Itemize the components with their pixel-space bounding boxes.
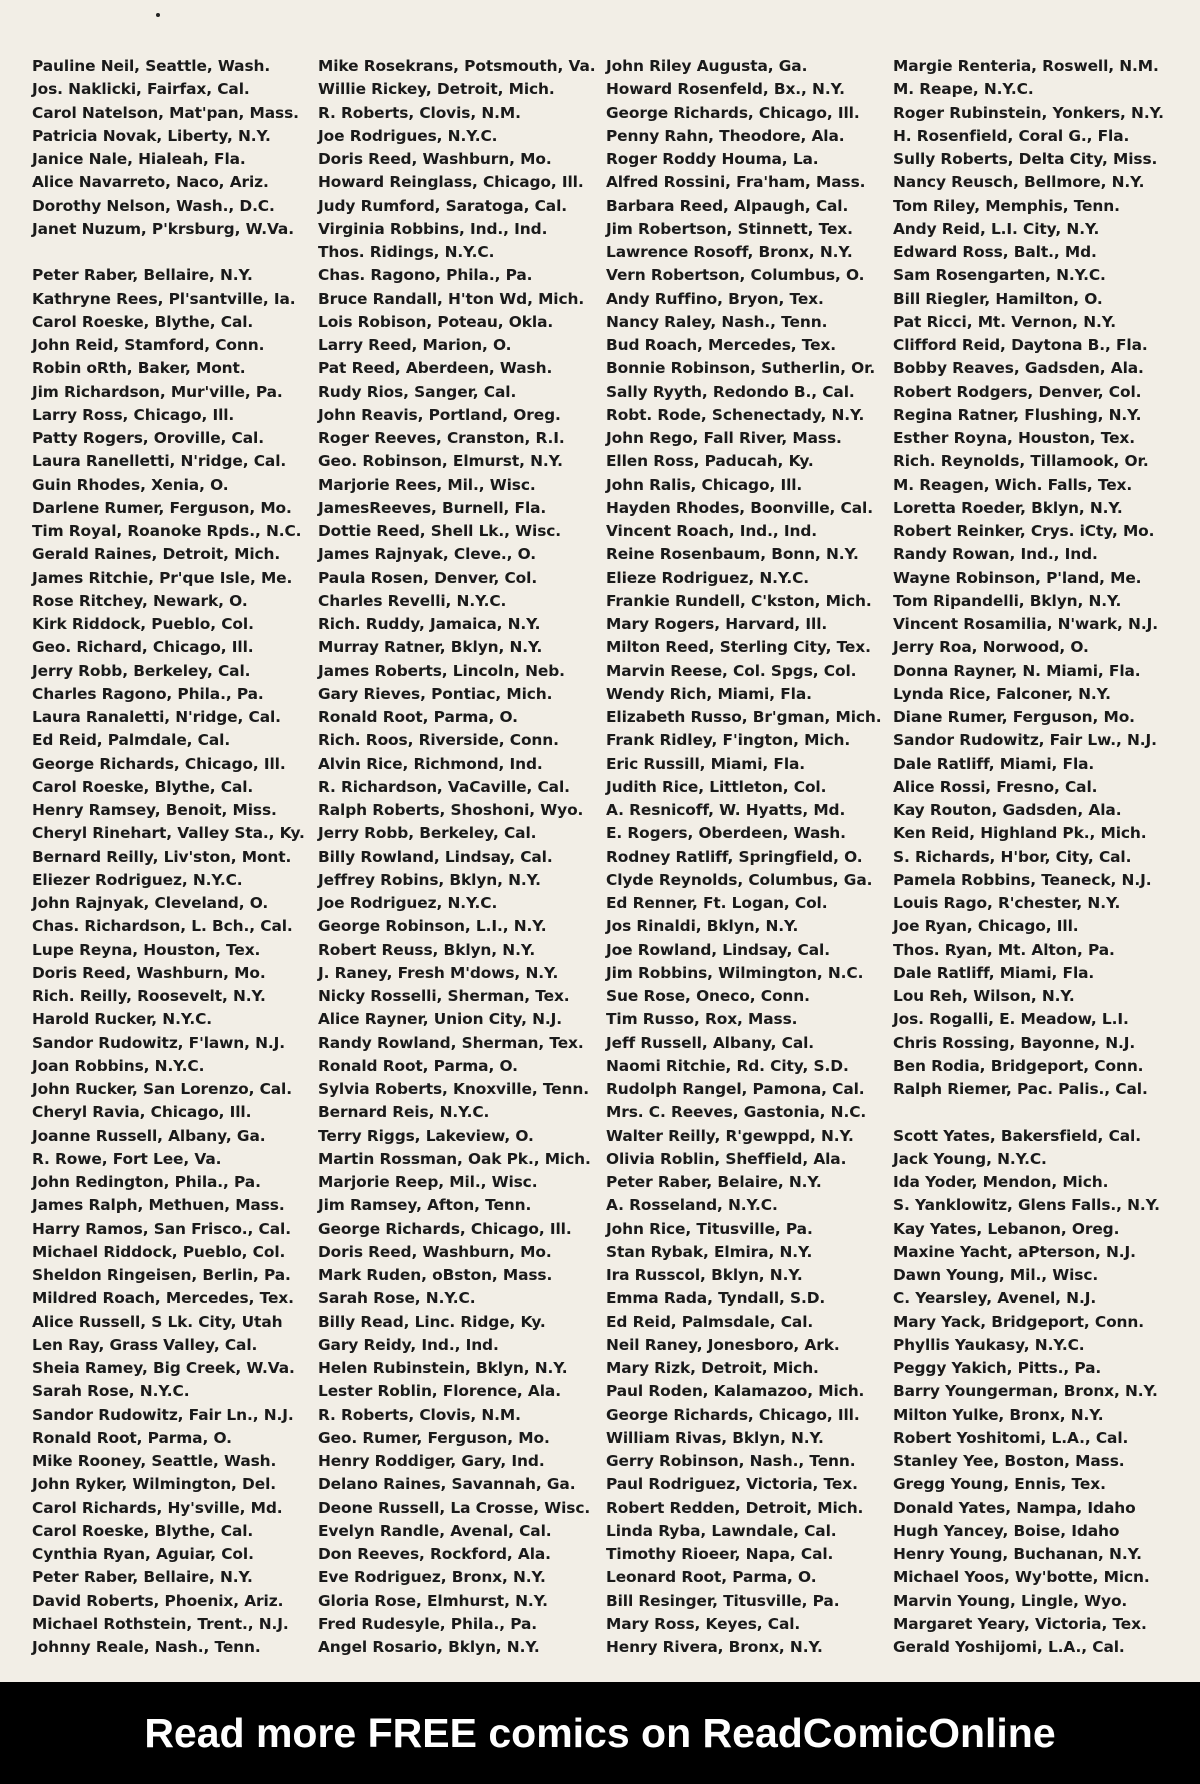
name-entry: John Ryker, Wilmington, Del. bbox=[32, 1475, 276, 1494]
name-entry: Randy Rowland, Sherman, Tex. bbox=[318, 1033, 584, 1052]
name-entry: Dorothy Nelson, Wash., D.C. bbox=[32, 196, 275, 215]
name-entry: Jeff Russell, Albany, Cal. bbox=[606, 1033, 815, 1052]
name-entry: Ben Rodia, Bridgeport, Conn. bbox=[893, 1056, 1144, 1075]
name-entry: Peter Raber, Bellaire, N.Y. bbox=[32, 266, 253, 285]
name-entry: Chas. Ragono, Phila., Pa. bbox=[318, 266, 533, 285]
name-entry: Bobby Reaves, Gadsden, Ala. bbox=[893, 359, 1144, 378]
name-entry: James Rajnyak, Cleve., O. bbox=[318, 545, 537, 564]
name-entry: Joe Ryan, Chicago, Ill. bbox=[893, 917, 1079, 936]
name-entry: Jerry Roa, Norwood, O. bbox=[893, 638, 1089, 657]
name-entry: Sue Rose, Oneco, Conn. bbox=[606, 987, 810, 1005]
name-entry: Roger Reeves, Cranston, R.I. bbox=[318, 429, 565, 447]
name-entry: Patty Rogers, Oroville, Cal. bbox=[32, 429, 264, 447]
name-entry: Lupe Reyna, Houston, Tex. bbox=[32, 940, 261, 959]
name-entry: Robin oRth, Baker, Mont. bbox=[32, 359, 246, 378]
name-entry: Donald Yates, Nampa, Idaho bbox=[893, 1498, 1136, 1517]
name-entry: Jerry Robb, Berkeley, Cal. bbox=[32, 661, 251, 680]
promo-banner-text[interactable]: Read more FREE comics on ReadComicOnline bbox=[144, 1709, 1056, 1756]
name-entry: Michael Rothstein, Trent., N.J. bbox=[32, 1614, 289, 1633]
name-entry: Bonnie Robinson, Sutherlin, Or. bbox=[606, 359, 876, 378]
name-entry: Sam Rosengarten, N.Y.C. bbox=[893, 266, 1106, 285]
name-entry: R. Rowe, Fort Lee, Va. bbox=[32, 1149, 222, 1168]
name-entry: Eliezer Rodriguez, N.Y.C. bbox=[32, 870, 243, 889]
name-entry: R. Roberts, Clovis, N.M. bbox=[318, 103, 521, 122]
name-entry: Paul Rodriguez, Victoria, Tex. bbox=[606, 1475, 858, 1494]
name-entry: Judy Rumford, Saratoga, Cal. bbox=[318, 196, 568, 215]
name-entry: George Richards, Chicago, Ill. bbox=[606, 1405, 860, 1424]
name-entry: Cheryl Rinehart, Valley Sta., Ky. bbox=[32, 824, 305, 843]
name-entry: Jim Robbins, Wilmington, N.C. bbox=[606, 963, 864, 982]
name-entry: Vincent Roach, Ind., Ind. bbox=[606, 522, 817, 540]
name-entry: Randy Rowan, Ind., Ind. bbox=[893, 545, 1098, 564]
name-entry: Ralph Roberts, Shoshoni, Wyo. bbox=[318, 801, 584, 819]
name-entry: Rose Ritchey, Newark, O. bbox=[32, 591, 248, 610]
name-entry: Kirk Riddock, Pueblo, Col. bbox=[32, 615, 254, 633]
name-entry: Ed Reid, Palmsdale, Cal. bbox=[606, 1312, 814, 1331]
name-entry: Dale Ratliff, Miami, Fla. bbox=[893, 963, 1095, 982]
name-entry: Scott Yates, Bakersfield, Cal. bbox=[893, 1126, 1141, 1145]
name-entry: J. Raney, Fresh M'dows, N.Y. bbox=[318, 963, 559, 982]
name-entry: Ronald Root, Parma, O. bbox=[32, 1428, 232, 1447]
name-entry: Rich. Reynolds, Tillamook, Or. bbox=[893, 452, 1149, 471]
name-entry: Guin Rhodes, Xenia, O. bbox=[32, 475, 229, 494]
name-entry: Judith Rice, Littleton, Col. bbox=[606, 777, 827, 796]
name-entry: Milton Yulke, Bronx, N.Y. bbox=[893, 1405, 1104, 1424]
name-entry: Walter Reilly, R'gewppd, N.Y. bbox=[606, 1126, 854, 1145]
name-entry: Jos Rinaldi, Bklyn, N.Y. bbox=[606, 917, 799, 936]
name-entry: Howard Rosenfeld, Bx., N.Y. bbox=[606, 80, 845, 99]
name-entry: Regina Ratner, Flushing, N.Y. bbox=[893, 405, 1142, 424]
name-entry: Murray Ratner, Bklyn, N.Y. bbox=[318, 638, 543, 657]
name-entry: Martin Rossman, Oak Pk., Mich. bbox=[318, 1149, 591, 1168]
name-entry: Dawn Young, Mil., Wisc. bbox=[893, 1266, 1099, 1284]
name-entry: Tom Riley, Memphis, Tenn. bbox=[893, 196, 1120, 215]
name-entry: Thos. Ridings, N.Y.C. bbox=[318, 243, 495, 261]
name-entry: Henry Roddiger, Gary, Ind. bbox=[318, 1452, 545, 1470]
name-entry: Gary Rieves, Pontiac, Mich. bbox=[318, 684, 553, 703]
name-entry: A. Rosseland, N.Y.C. bbox=[606, 1196, 778, 1215]
name-entry: Angel Rosario, Bklyn, N.Y. bbox=[318, 1638, 540, 1656]
name-entry: Stan Rybak, Elmira, N.Y. bbox=[606, 1242, 813, 1261]
name-entry: Laura Ranelletti, N'ridge, Cal. bbox=[32, 452, 287, 471]
name-entry: Lois Robison, Poteau, Okla. bbox=[318, 312, 554, 331]
name-entry: Loretta Roeder, Bklyn, N.Y. bbox=[893, 498, 1123, 517]
name-entry: Paul Roden, Kalamazoo, Mich. bbox=[606, 1382, 865, 1401]
name-entry: Bill Resinger, Titusville, Pa. bbox=[606, 1591, 840, 1610]
name-entry: Sally Ryyth, Redondo B., Cal. bbox=[606, 382, 855, 401]
name-entry: Charles Ragono, Phila., Pa. bbox=[32, 684, 264, 703]
name-entry: Mike Rooney, Seattle, Wash. bbox=[32, 1452, 277, 1470]
name-entry: Howard Reinglass, Chicago, Ill. bbox=[318, 173, 584, 192]
name-entry: Jos. Naklicki, Fairfax, Cal. bbox=[32, 80, 250, 99]
name-entry: Mary Rizk, Detroit, Mich. bbox=[606, 1359, 819, 1377]
name-entry: Marjorie Rees, Mil., Wisc. bbox=[318, 475, 536, 494]
name-entry: Kay Routon, Gadsden, Ala. bbox=[893, 801, 1122, 819]
name-entry: David Roberts, Phoenix, Ariz. bbox=[32, 1591, 284, 1610]
name-entry: H. Rosenfield, Coral G., Fla. bbox=[893, 126, 1130, 145]
name-entry: Sandor Rudowitz, F'lawn, N.J. bbox=[32, 1033, 286, 1052]
name-entry: James Ralph, Methuen, Mass. bbox=[32, 1196, 285, 1215]
name-entry: Virginia Robbins, Ind., Ind. bbox=[318, 219, 548, 238]
name-entry: Robert Redden, Detroit, Mich. bbox=[606, 1498, 864, 1517]
name-entry: Wayne Robinson, P'land, Me. bbox=[893, 568, 1142, 587]
name-entry: Robert Reuss, Bklyn, N.Y. bbox=[318, 940, 536, 959]
name-entry: Sarah Rose, N.Y.C. bbox=[318, 1289, 476, 1308]
name-entry: Charles Revelli, N.Y.C. bbox=[318, 591, 507, 610]
name-entry: Gerald Yoshijomi, L.A., Cal. bbox=[893, 1638, 1125, 1656]
name-entry: Rich. Ruddy, Jamaica, N.Y. bbox=[318, 615, 541, 633]
ink-dot bbox=[156, 13, 160, 17]
list-spacer bbox=[32, 241, 318, 264]
name-entry: Janet Nuzum, P'krsburg, W.Va. bbox=[32, 219, 294, 238]
name-entry: Willie Rickey, Detroit, Mich. bbox=[318, 80, 555, 99]
name-entry: Mary Ross, Keyes, Cal. bbox=[606, 1614, 801, 1633]
name-entry: M. Reagen, Wich. Falls, Tex. bbox=[893, 475, 1133, 494]
name-entry: Helen Rubinstein, Bklyn, N.Y. bbox=[318, 1359, 568, 1377]
name-entry: C. Yearsley, Avenel, N.J. bbox=[893, 1289, 1097, 1308]
name-entry: Joe Rodrigues, N.Y.C. bbox=[318, 126, 498, 145]
name-entry: Neil Raney, Jonesboro, Ark. bbox=[606, 1335, 840, 1354]
name-entry: Bud Roach, Mercedes, Tex. bbox=[606, 336, 837, 354]
name-column-4 bbox=[893, 55, 1179, 1659]
name-entry: Rudolph Rangel, Pamona, Cal. bbox=[606, 1080, 865, 1098]
name-entry: Joe Rodriguez, N.Y.C. bbox=[318, 894, 498, 912]
name-entry: Chas. Richardson, L. Bch., Cal. bbox=[32, 917, 293, 936]
name-entry: John Reavis, Portland, Oreg. bbox=[318, 405, 561, 424]
name-entry: Nicky Rosselli, Sherman, Tex. bbox=[318, 987, 570, 1005]
name-entry: William Rivas, Bklyn, N.Y. bbox=[606, 1428, 824, 1447]
name-entry: Len Ray, Grass Valley, Cal. bbox=[32, 1335, 258, 1354]
name-entry: Barbara Reed, Alpaugh, Cal. bbox=[606, 196, 849, 215]
name-entry: Joe Rowland, Lindsay, Cal. bbox=[606, 940, 830, 959]
name-entry: Gerry Robinson, Nash., Tenn. bbox=[606, 1452, 856, 1470]
name-entry: George Richards, Chicago, Ill. bbox=[318, 1219, 572, 1238]
name-entry: Alice Navarreto, Naco, Ariz. bbox=[32, 173, 269, 192]
name-entry: R. Roberts, Clovis, N.M. bbox=[318, 1405, 521, 1424]
name-entry: Elieze Rodriguez, N.Y.C. bbox=[606, 568, 810, 587]
name-entry: Robert Rodgers, Denver, Col. bbox=[893, 382, 1142, 401]
name-entry: Robt. Rode, Schenectady, N.Y. bbox=[606, 405, 865, 424]
name-entry: Marjorie Reep, Mil., Wisc. bbox=[318, 1173, 538, 1191]
name-entry: Doris Reed, Washburn, Mo. bbox=[318, 150, 552, 168]
name-entry: Eve Rodriguez, Bronx, N.Y. bbox=[318, 1568, 546, 1587]
name-entry: Sarah Rose, N.Y.C. bbox=[32, 1382, 190, 1401]
name-entry: Tim Royal, Roanoke Rpds., N.C. bbox=[32, 522, 302, 540]
name-entry: Jerry Robb, Berkeley, Cal. bbox=[318, 824, 537, 843]
name-entry: Alice Rayner, Union City, N.J. bbox=[318, 1010, 562, 1029]
name-entry: Phyllis Yaukasy, N.Y.C. bbox=[893, 1335, 1085, 1354]
name-entry: Henry Rivera, Bronx, N.Y. bbox=[606, 1638, 823, 1656]
name-entry: Maxine Yacht, aPterson, N.J. bbox=[893, 1242, 1136, 1261]
name-entry: Sandor Rudowitz, Fair Ln., N.J. bbox=[32, 1405, 294, 1424]
name-entry: Wendy Rich, Miami, Fla. bbox=[606, 684, 812, 703]
name-entry: Mike Rosekrans, Potsmouth, Va. bbox=[318, 57, 596, 75]
name-entry: Darlene Rumer, Ferguson, Mo. bbox=[32, 498, 292, 517]
name-entry: Chris Rossing, Bayonne, N.J. bbox=[893, 1033, 1136, 1052]
name-entry: Cynthia Ryan, Aguiar, Col. bbox=[32, 1545, 254, 1563]
name-entry: Dottie Reed, Shell Lk., Wisc. bbox=[318, 522, 562, 540]
name-entry: John Rice, Titusville, Pa. bbox=[606, 1219, 813, 1238]
name-entry: Tom Ripandelli, Bklyn, N.Y. bbox=[893, 591, 1122, 610]
name-entry: Tim Russo, Rox, Mass. bbox=[606, 1010, 798, 1029]
name-entry: John Rucker, San Lorenzo, Cal. bbox=[32, 1080, 292, 1098]
name-entry: Ronald Root, Parma, O. bbox=[318, 1056, 518, 1075]
name-entry: Carol Roeske, Blythe, Cal. bbox=[32, 777, 254, 796]
name-entry: Johnny Reale, Nash., Tenn. bbox=[32, 1638, 261, 1656]
name-entry: Peggy Yakich, Pitts., Pa. bbox=[893, 1359, 1102, 1377]
name-entry: Henry Ramsey, Benoit, Miss. bbox=[32, 801, 277, 819]
name-entry: Rodney Ratliff, Springfield, O. bbox=[606, 847, 863, 866]
name-entry: Pat Ricci, Mt. Vernon, N.Y. bbox=[893, 312, 1116, 331]
name-entry: Cheryl Ravia, Chicago, Ill. bbox=[32, 1103, 252, 1122]
name-entry: Diane Rumer, Ferguson, Mo. bbox=[893, 708, 1135, 726]
name-entry: Gerald Raines, Detroit, Mich. bbox=[32, 545, 281, 564]
name-entry: George Richards, Chicago, Ill. bbox=[606, 103, 860, 122]
name-entry: Carol Natelson, Mat'pan, Mass. bbox=[32, 103, 299, 122]
name-entry: Sully Roberts, Delta City, Miss. bbox=[893, 150, 1158, 168]
name-entry: Hayden Rhodes, Boonville, Cal. bbox=[606, 498, 873, 517]
name-entry: Pamela Robbins, Teaneck, N.J. bbox=[893, 870, 1152, 889]
name-entry: Evelyn Randle, Avenal, Cal. bbox=[318, 1521, 552, 1540]
name-entry: Leonard Root, Parma, O. bbox=[606, 1568, 817, 1587]
name-entry: George Richards, Chicago, Ill. bbox=[32, 754, 286, 773]
name-entry: Bruce Randall, H'ton Wd, Mich. bbox=[318, 289, 585, 308]
name-entry: Mark Ruden, oBston, Mass. bbox=[318, 1266, 553, 1284]
name-entry: Billy Rowland, Lindsay, Cal. bbox=[318, 847, 553, 866]
name-entry: Rudy Rios, Sanger, Cal. bbox=[318, 382, 517, 401]
name-entry: Sandor Rudowitz, Fair Lw., N.J. bbox=[893, 731, 1157, 750]
name-entry: Carol Roeske, Blythe, Cal. bbox=[32, 1521, 254, 1540]
name-entry: Milton Reed, Sterling City, Tex. bbox=[606, 638, 871, 657]
name-entry: A. Resnicoff, W. Hyatts, Md. bbox=[606, 801, 846, 819]
name-entry: Thos. Ryan, Mt. Alton, Pa. bbox=[893, 940, 1115, 959]
name-entry: Pauline Neil, Seattle, Wash. bbox=[32, 57, 271, 75]
name-entry: John Redington, Phila., Pa. bbox=[32, 1173, 261, 1191]
name-entry: Jim Robertson, Stinnett, Tex. bbox=[606, 219, 853, 238]
name-entry: Andy Ruffino, Bryon, Tex. bbox=[606, 289, 824, 308]
list-spacer bbox=[893, 1101, 1179, 1124]
name-entry: Harry Ramos, San Frisco., Cal. bbox=[32, 1219, 291, 1238]
name-entry: Robert Reinker, Crys. iCty, Mo. bbox=[893, 522, 1155, 540]
name-entry: Billy Read, Linc. Ridge, Ky. bbox=[318, 1312, 546, 1331]
name-entry: Ira Russcol, Bklyn, N.Y. bbox=[606, 1266, 803, 1284]
name-entry: Marvin Reese, Col. Spgs, Col. bbox=[606, 661, 857, 680]
name-entry: Alvin Rice, Richmond, Ind. bbox=[318, 754, 543, 773]
name-entry: Doris Reed, Washburn, Mo. bbox=[32, 963, 266, 982]
name-entry: Olivia Roblin, Sheffield, Ala. bbox=[606, 1149, 847, 1168]
name-entry: Sheldon Ringeisen, Berlin, Pa. bbox=[32, 1266, 291, 1284]
name-entry: Donna Rayner, N. Miami, Fla. bbox=[893, 661, 1141, 680]
name-entry: Doris Reed, Washburn, Mo. bbox=[318, 1242, 552, 1261]
name-entry: Larry Ross, Chicago, Ill. bbox=[32, 405, 235, 424]
name-entry: Pat Reed, Aberdeen, Wash. bbox=[318, 359, 553, 378]
name-entry: Rich. Reilly, Roosevelt, N.Y. bbox=[32, 987, 266, 1005]
name-entry: Deone Russell, La Crosse, Wisc. bbox=[318, 1498, 591, 1517]
name-entry: Kay Yates, Lebanon, Oreg. bbox=[893, 1219, 1120, 1238]
name-entry: Geo. Rumer, Ferguson, Mo. bbox=[318, 1428, 550, 1447]
name-entry: Joan Robbins, N.Y.C. bbox=[32, 1056, 205, 1075]
name-entry: Clifford Reid, Daytona B., Fla. bbox=[893, 336, 1148, 354]
name-entry: Bernard Reilly, Liv'ston, Mont. bbox=[32, 847, 292, 866]
name-entry: John Rego, Fall River, Mass. bbox=[606, 429, 842, 447]
name-entry: Jim Richardson, Mur'ville, Pa. bbox=[32, 382, 283, 401]
name-entry: Esther Royna, Houston, Tex. bbox=[893, 429, 1136, 447]
name-entry: Jack Young, N.Y.C. bbox=[893, 1149, 1047, 1168]
name-entry: John Reid, Stamford, Conn. bbox=[32, 336, 265, 354]
name-entry: Mary Yack, Bridgeport, Conn. bbox=[893, 1312, 1145, 1331]
name-entry: Andy Reid, L.I. City, N.Y. bbox=[893, 219, 1100, 238]
name-entry: Mildred Roach, Mercedes, Tex. bbox=[32, 1289, 294, 1308]
name-entry: John Riley Augusta, Ga. bbox=[606, 57, 808, 75]
name-entry: Alice Russell, S Lk. City, Utah bbox=[32, 1312, 283, 1331]
name-entry: Lynda Rice, Falconer, N.Y. bbox=[893, 684, 1111, 703]
name-entry: Nancy Reusch, Bellmore, N.Y. bbox=[893, 173, 1145, 192]
name-entry: Jeffrey Robins, Bklyn, N.Y. bbox=[318, 870, 541, 889]
name-entry: Ed Reid, Palmdale, Cal. bbox=[32, 731, 231, 750]
name-entry: Frank Ridley, F'ington, Mich. bbox=[606, 731, 851, 750]
name-entry: Patricia Novak, Liberty, N.Y. bbox=[32, 126, 271, 145]
name-entry: Vern Robertson, Columbus, O. bbox=[606, 266, 865, 285]
name-entry: Larry Reed, Marion, O. bbox=[318, 336, 512, 354]
name-entry: Rich. Roos, Riverside, Conn. bbox=[318, 731, 559, 750]
name-entry: Ken Reid, Highland Pk., Mich. bbox=[893, 824, 1147, 843]
name-entry: Clyde Reynolds, Columbus, Ga. bbox=[606, 870, 873, 889]
name-entry: Bill Riegler, Hamilton, O. bbox=[893, 289, 1103, 308]
name-entry: Laura Ranaletti, N'ridge, Cal. bbox=[32, 708, 281, 726]
name-entry: Sylvia Roberts, Knoxville, Tenn. bbox=[318, 1080, 589, 1098]
name-entry: Roger Roddy Houma, La. bbox=[606, 150, 819, 168]
name-entry: Mrs. C. Reeves, Gastonia, N.C. bbox=[606, 1103, 867, 1122]
name-entry: Lou Reh, Wilson, N.Y. bbox=[893, 987, 1075, 1005]
name-entry: M. Reape, N.Y.C. bbox=[893, 80, 1034, 99]
name-column-1 bbox=[32, 55, 318, 1659]
name-entry: Terry Riggs, Lakeview, O. bbox=[318, 1126, 534, 1145]
name-entry: Margie Renteria, Roswell, N.M. bbox=[893, 57, 1159, 75]
name-entry: Lester Roblin, Florence, Ala. bbox=[318, 1382, 561, 1401]
name-entry: George Robinson, L.I., N.Y. bbox=[318, 917, 547, 936]
name-entry: E. Rogers, Oberdeen, Wash. bbox=[606, 824, 846, 843]
name-entry: Geo. Richard, Chicago, Ill. bbox=[32, 638, 254, 657]
name-entry: Gregg Young, Ennis, Tex. bbox=[893, 1475, 1106, 1494]
name-entry: Carol Roeske, Blythe, Cal. bbox=[32, 312, 254, 331]
name-entry: Harold Rucker, N.Y.C. bbox=[32, 1010, 213, 1029]
name-entry: Ed Renner, Ft. Logan, Col. bbox=[606, 894, 828, 912]
name-entry: John Ralis, Chicago, Ill. bbox=[606, 475, 803, 494]
name-entry: Janice Nale, Hialeah, Fla. bbox=[32, 150, 246, 168]
name-entry: Edward Ross, Balt., Md. bbox=[893, 243, 1097, 261]
name-entry: Peter Raber, Bellaire, N.Y. bbox=[32, 1568, 253, 1587]
name-entry: Paula Rosen, Denver, Col. bbox=[318, 568, 538, 587]
name-entry: Louis Rago, R'chester, N.Y. bbox=[893, 894, 1121, 912]
name-entry: Marvin Young, Lingle, Wyo. bbox=[893, 1591, 1128, 1610]
name-entry: Dale Ratliff, Miami, Fla. bbox=[893, 754, 1095, 773]
name-entry: Eric Russill, Miami, Fla. bbox=[606, 754, 806, 773]
name-entry: Henry Young, Buchanan, N.Y. bbox=[893, 1545, 1142, 1563]
name-entry: JamesReeves, Burnell, Fla. bbox=[318, 498, 547, 517]
name-column-3 bbox=[606, 55, 892, 1659]
name-entry: Bernard Reis, N.Y.C. bbox=[318, 1103, 490, 1122]
name-entry: James Roberts, Lincoln, Neb. bbox=[318, 661, 565, 680]
name-entry: Mary Rogers, Harvard, Ill. bbox=[606, 615, 828, 633]
promo-banner[interactable] bbox=[0, 1682, 1200, 1784]
name-entry: Delano Raines, Savannah, Ga. bbox=[318, 1475, 576, 1494]
name-entry: Timothy Rioeer, Napa, Cal. bbox=[606, 1545, 834, 1563]
name-entry: Peter Raber, Belaire, N.Y. bbox=[606, 1173, 822, 1191]
name-entry: Joanne Russell, Albany, Ga. bbox=[32, 1126, 266, 1145]
name-entry: Penny Rahn, Theodore, Ala. bbox=[606, 126, 845, 145]
name-entry: Kathryne Rees, Pl'santville, Ia. bbox=[32, 289, 296, 308]
name-entry: James Ritchie, Pr'que Isle, Me. bbox=[32, 568, 293, 587]
name-entry: Ralph Riemer, Pac. Palis., Cal. bbox=[893, 1080, 1148, 1098]
name-entry: Ellen Ross, Paducah, Ky. bbox=[606, 452, 814, 471]
name-entry: Gloria Rose, Elmhurst, N.Y. bbox=[318, 1591, 548, 1610]
name-entry: S. Richards, H'bor, City, Cal. bbox=[893, 847, 1132, 866]
name-entry: Carol Richards, Hy'sville, Md. bbox=[32, 1498, 283, 1517]
name-entry: Geo. Robinson, Elmurst, N.Y. bbox=[318, 452, 563, 471]
name-entry: Margaret Yeary, Victoria, Tex. bbox=[893, 1614, 1147, 1633]
name-entry: Vincent Rosamilia, N'wark, N.J. bbox=[893, 615, 1158, 633]
name-entry: Don Reeves, Rockford, Ala. bbox=[318, 1545, 551, 1563]
name-entry: Sheia Ramey, Big Creek, W.Va. bbox=[32, 1359, 295, 1377]
name-entry: Jim Ramsey, Afton, Tenn. bbox=[318, 1196, 532, 1215]
name-entry: Stanley Yee, Boston, Mass. bbox=[893, 1452, 1125, 1470]
name-entry: Emma Rada, Tyndall, S.D. bbox=[606, 1289, 826, 1308]
name-entry: R. Richardson, VaCaville, Cal. bbox=[318, 777, 570, 796]
name-entry: Frankie Rundell, C'kston, Mich. bbox=[606, 591, 872, 610]
name-entry: Jos. Rogalli, E. Meadow, L.I. bbox=[893, 1010, 1129, 1029]
name-entry: Alfred Rossini, Fra'ham, Mass. bbox=[606, 173, 866, 192]
name-entry: Ida Yoder, Mendon, Mich. bbox=[893, 1173, 1109, 1191]
name-entry: Elizabeth Russo, Br'gman, Mich. bbox=[606, 708, 882, 726]
name-entry: Lawrence Rosoff, Bronx, N.Y. bbox=[606, 243, 853, 261]
name-entry: S. Yanklowitz, Glens Falls., N.Y. bbox=[893, 1196, 1160, 1215]
name-entry: Gary Reidy, Ind., Ind. bbox=[318, 1335, 499, 1354]
name-entry: Nancy Raley, Nash., Tenn. bbox=[606, 312, 828, 331]
name-entry: Barry Youngerman, Bronx, N.Y. bbox=[893, 1382, 1158, 1401]
name-entry: Linda Ryba, Lawndale, Cal. bbox=[606, 1521, 837, 1540]
name-entry: Michael Yoos, Wy'botte, Micn. bbox=[893, 1568, 1150, 1587]
name-entry: Roger Rubinstein, Yonkers, N.Y. bbox=[893, 103, 1164, 122]
name-entry: Reine Rosenbaum, Bonn, N.Y. bbox=[606, 545, 859, 564]
name-entry: Michael Riddock, Pueblo, Col. bbox=[32, 1242, 286, 1261]
name-entry: Naomi Ritchie, Rd. City, S.D. bbox=[606, 1056, 849, 1075]
name-entry: Fred Rudesyle, Phila., Pa. bbox=[318, 1614, 538, 1633]
name-entry: John Rajnyak, Cleveland, O. bbox=[32, 894, 269, 912]
name-entry: Hugh Yancey, Boise, Idaho bbox=[893, 1521, 1120, 1540]
name-entry: Ronald Root, Parma, O. bbox=[318, 708, 518, 726]
name-entry: Robert Yoshitomi, L.A., Cal. bbox=[893, 1428, 1129, 1447]
name-entry: Alice Rossi, Fresno, Cal. bbox=[893, 777, 1098, 796]
name-column-2 bbox=[318, 55, 604, 1659]
